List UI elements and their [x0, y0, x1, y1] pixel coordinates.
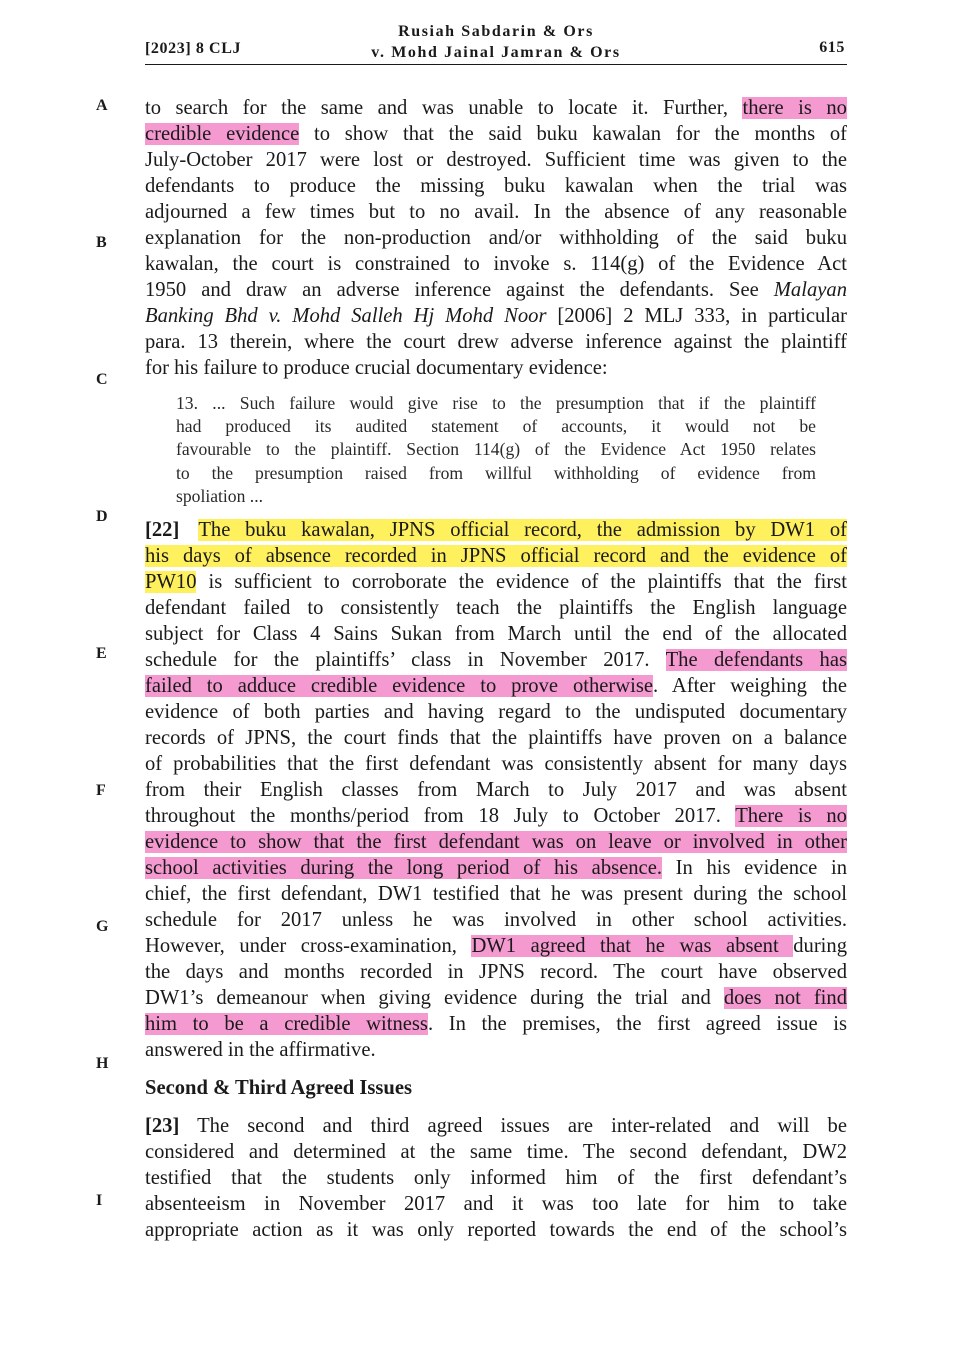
header-case-title [145, 21, 847, 63]
text-line: Banking Bhd v. Mohd Salleh Hj Mohd Noor [2006] 2 MLJ 333, in particular [145, 305, 848, 327]
text-line: PW10 is sufficient to corroborate the evidence of the plaintiffs that the first [145, 570, 847, 593]
highlight: evidence to show that the first defendant was on leave or involved in other [145, 830, 847, 853]
quote-line: 13. ... Such failure would give rise to the presumption that if the plaintiff [176, 393, 816, 413]
text-line: defendants to produce the missing buku kawalan when the trial was [145, 175, 847, 197]
text-line: failed to adduce credible evidence to prove otherwise. After weighing the [145, 674, 847, 697]
text-line: 1950 and draw an adverse inference against the defendants. See Malayan [145, 279, 847, 301]
text-line [145, 517, 847, 543]
text-line: to search for the same and was unable to locate it. Further, there is no [145, 97, 847, 119]
paragraph-23 [145, 1113, 847, 1243]
text-line: kawalan, the court is constrained to invoke s. 114(g) of the Evidence Act [145, 253, 847, 275]
highlight: does not find [723, 986, 847, 1009]
running-header [145, 20, 847, 65]
highlight: The buku kawalan, JPNS official record, the admission by DW1 of [198, 518, 847, 541]
text-line: him to be a credible witness. In the premises, the first agreed issue is [145, 1012, 847, 1035]
paragraph-22 [145, 517, 847, 1063]
highlight: DW1 agreed that he was absent [471, 934, 794, 957]
section-heading: Second & Third Agreed Issues [145, 1076, 413, 1099]
text-line: July-October 2017 were lost or destroyed. Sufficient time was given to the [145, 149, 847, 171]
margin-letter-a: A [96, 97, 108, 114]
case-name: Banking Bhd v. Mohd Salleh Hj Mohd Noor [145, 305, 547, 327]
paragraph-number: [23] [145, 1114, 180, 1137]
highlight: failed to adduce credible evidence to prove otherwise [145, 674, 654, 697]
text-line: [23] The second and third agreed issues are inter-related and will be [145, 1114, 847, 1137]
text-line: throughout the months/period from 18 July to October 2017. There is no [145, 804, 847, 827]
paragraph-continued [145, 95, 847, 381]
text-line: credible evidence to show that the said buku kawalan for the months of [145, 123, 847, 145]
header-citation: [2023] 8 CLJ [145, 40, 242, 57]
text-line: absenteeism in November 2017 and it was too late for him to take [145, 1192, 847, 1215]
header-title-line1: Rusiah Sabdarin & Ors [398, 23, 594, 40]
highlight: his days of absence recorded in JPNS official record and the evidence of [145, 544, 847, 567]
case-name: Malayan [773, 279, 847, 301]
highlight: him to be a credible witness [145, 1012, 428, 1035]
text-line: for his failure to produce crucial documentary evidence: [145, 357, 608, 379]
text-line [145, 829, 847, 855]
highlight: The defendants has [665, 648, 848, 671]
page-body [145, 95, 847, 1243]
margin-letter-f: F [96, 782, 106, 799]
quote-line: favourable to the plaintiff. Section 114(g) of the Evidence Act 1950 relates [176, 439, 816, 460]
margin-letter-b: B [96, 234, 107, 251]
quote-line: spoliation ... [176, 485, 263, 506]
text-line: DW1’s demeanour when giving evidence during the trial and does not find [145, 986, 847, 1009]
quote-line: to the presumption raised from willful withholding of evidence from [176, 462, 816, 483]
quote-line: had produced its audited statement of accounts, it would not be [176, 416, 816, 437]
margin-letters [96, 0, 116, 1350]
highlight: school activities during the long period of his absence. [145, 856, 662, 879]
text-line: schedule for 2017 unless he was involved in other school activities. [145, 908, 847, 931]
paragraph-number: [22] [145, 518, 180, 541]
text-line: records of JPNS, the court finds that the plaintiffs have proven on a balance [145, 726, 847, 749]
page-number: 615 [819, 39, 845, 56]
text-line: from their English classes from March to July 2017 and was absent [145, 778, 847, 801]
margin-letter-i: I [96, 1192, 103, 1209]
text-line: testified that the students only informed him of the first defendant’s [145, 1166, 847, 1189]
highlight: credible evidence [145, 123, 300, 145]
text-line: para. 13 therein, where the court drew adverse inference against the plaintiff [145, 331, 847, 353]
highlight: there is no [742, 97, 847, 119]
block-quote [176, 392, 816, 508]
text-line: defendant failed to consistently teach the plaintiffs the English language [145, 596, 847, 619]
text-line: school activities during the long period of his absence. In his evidence in [145, 856, 847, 879]
text-line: evidence of both parties and having regard to the undisputed documentary [145, 700, 847, 723]
text-line: adjourned a few times but to no avail. In the absence of any reasonable [145, 201, 847, 223]
text-line: subject for Class 4 Sains Sukan from March until the end of the allocated [145, 622, 847, 645]
text-line: appropriate action as it was only reported towards the end of the school’s [145, 1218, 847, 1241]
margin-letter-d: D [96, 508, 108, 525]
highlight: PW10 [145, 570, 197, 593]
text-line: of probabilities that the first defendant was consistently absent for many days [145, 752, 847, 775]
margin-letter-c: C [96, 371, 108, 388]
margin-letter-e: E [96, 645, 107, 662]
text-line: answered in the affirmative. [145, 1038, 376, 1061]
text-line: schedule for the plaintiffs’ class in November 2017. The defendants has [145, 648, 848, 671]
highlight: There is no [735, 804, 847, 827]
margin-letter-h: H [96, 1055, 109, 1072]
header-title-line2: v. Mohd Jainal Jamran & Ors [371, 44, 621, 61]
text-line: However, under cross-examination, DW1 agreed that he was absent during [145, 934, 847, 957]
text-line: the days and months recorded in JPNS record. The court have observed [145, 960, 847, 983]
text-line [145, 543, 847, 569]
margin-letter-g: G [96, 918, 109, 935]
text-line: chief, the first defendant, DW1 testified that he was present during the school [145, 882, 847, 905]
text-line: explanation for the non-production and/or withholding of the said buku [145, 227, 847, 249]
text-line: considered and determined at the same time. The second defendant, DW2 [145, 1140, 847, 1163]
